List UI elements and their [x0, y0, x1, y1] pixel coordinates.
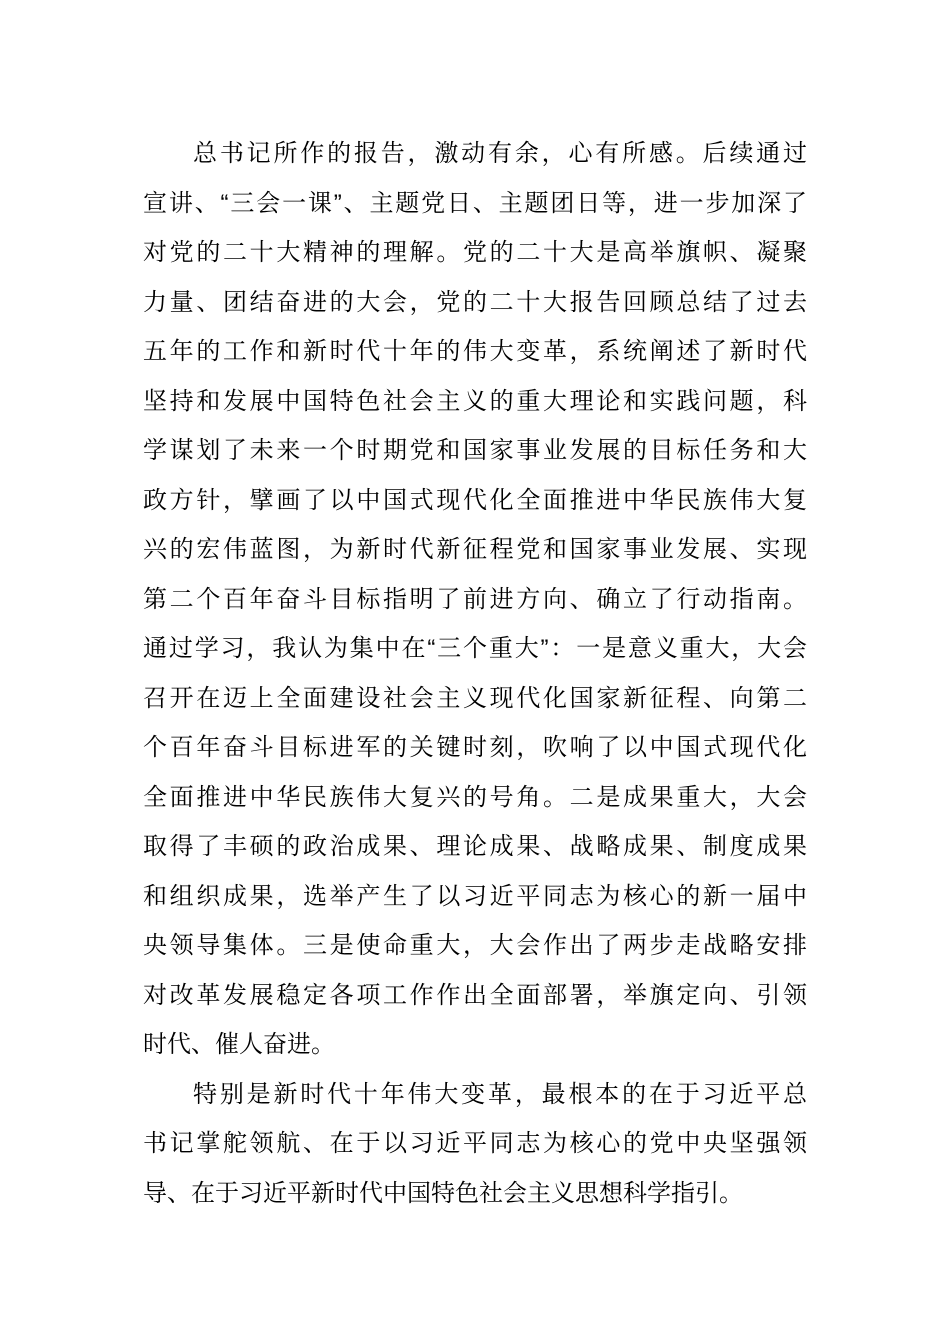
text-line: 兴的宏伟蓝图，为新时代新征程党和国家事业发展、实现 [143, 536, 807, 563]
text-line: 对党的二十大精神的理解。党的二十大是高举旗帜、凝聚 [143, 239, 807, 266]
paragraph-1 [143, 129, 807, 1070]
text-line: 书记掌舵领航、在于以习近平同志为核心的党中央坚强领 [143, 1130, 807, 1157]
text-line: 时代、催人奋进。 [143, 1031, 335, 1058]
text-line: 导、在于习近平新时代中国特色社会主义思想科学指引。 [143, 1179, 743, 1207]
text-line: 坚持和发展中国特色社会主义的重大理论和实践问题，科 [143, 387, 807, 415]
text-line: 通过学习，我认为集中在“三个重大”：一是意义重大，大会 [143, 635, 807, 662]
text-line: 特别是新时代十年伟大变革，最根本的在于习近平总 [193, 1080, 807, 1108]
text-line: 对改革发展稳定各项工作作出全面部署，举旗定向、引领 [143, 981, 807, 1009]
text-line: 政方针，擘画了以中国式现代化全面推进中华民族伟大复 [143, 486, 807, 514]
text-line: 和组织成果，选举产生了以习近平同志为核心的新一届中 [143, 882, 807, 910]
text-line: 五年的工作和新时代十年的伟大变革，系统阐述了新时代 [143, 338, 807, 365]
text-line: 召开在迈上全面建设社会主义现代化国家新征程、向第二 [143, 684, 807, 712]
text-line: 个百年奋斗目标进军的关键时刻，吹响了以中国式现代化 [143, 734, 807, 761]
text-line: 央领导集体。三是使命重大，大会作出了两步走战略安排 [143, 932, 807, 959]
text-line: 取得了丰硕的政治成果、理论成果、战略成果、制度成果 [143, 833, 807, 860]
text-line: 第二个百年奋斗目标指明了前进方向、确立了行动指南。 [143, 585, 807, 613]
text-line: 宣讲、“三会一课”、主题党日、主题团日等，进一步加深了 [143, 189, 807, 217]
document-body [143, 129, 807, 1218]
text-line: 全面推进中华民族伟大复兴的号角。二是成果重大，大会 [143, 783, 807, 811]
text-line: 学谋划了未来一个时期党和国家事业发展的目标任务和大 [143, 437, 807, 464]
text-line: 力量、团结奋进的大会，党的二十大报告回顾总结了过去 [143, 288, 807, 316]
paragraph-2 [143, 1070, 807, 1219]
text-line: 总书记所作的报告，激动有余，心有所感。后续通过 [193, 140, 807, 167]
